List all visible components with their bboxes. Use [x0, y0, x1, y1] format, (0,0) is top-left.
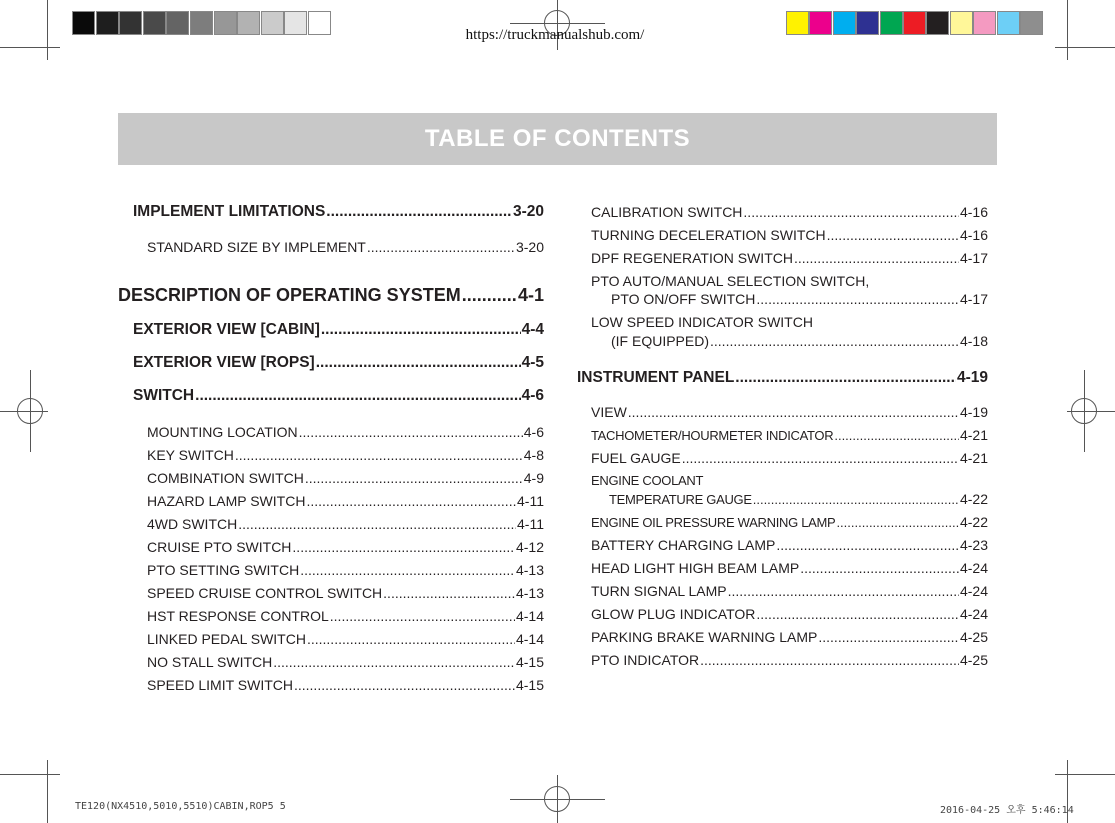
toc-entry-implement-limitations[interactable]	[133, 203, 544, 221]
leader-dots	[273, 654, 515, 670]
leader-dots	[307, 631, 515, 647]
toc-entry-page: 4-17	[959, 250, 988, 266]
toc-entry-page: 4-8	[523, 447, 544, 463]
toc-entry-exterior-rops[interactable]	[133, 354, 544, 372]
toc-entry-title: EXTERIOR VIEW [CABIN]	[133, 321, 320, 338]
leader-dots	[756, 291, 959, 307]
toc-entry-title: HEAD LIGHT HIGH BEAM LAMP	[591, 560, 800, 576]
crop-mark	[1067, 411, 1115, 412]
crop-mark	[0, 411, 48, 412]
leader-dots	[735, 369, 956, 387]
leader-dots	[238, 516, 516, 532]
gray-swatch	[308, 11, 331, 35]
crop-mark	[0, 774, 60, 775]
toc-entry[interactable]	[147, 631, 544, 647]
toc-entry-title: HST RESPONSE CONTROL	[147, 608, 329, 624]
leader-dots	[836, 515, 959, 530]
toc-entry-page: 4-24	[959, 583, 988, 599]
toc-entry[interactable]	[591, 583, 988, 599]
toc-entry-title: PTO SETTING SWITCH	[147, 562, 300, 578]
gray-swatch	[166, 11, 189, 35]
toc-entry-page: 4-5	[521, 354, 544, 371]
leader-dots	[628, 404, 959, 420]
toc-entry-page: 4-19	[956, 369, 988, 386]
toc-entry-page: 4-1	[517, 285, 544, 305]
leader-dots	[330, 608, 515, 624]
leader-dots	[462, 285, 517, 306]
toc-entry-page: 4-23	[959, 537, 988, 553]
leader-dots	[710, 333, 959, 349]
color-swatch	[950, 11, 973, 35]
source-url: https://truckmanualshub.com/	[465, 27, 645, 43]
leader-dots	[294, 677, 515, 693]
color-swatch	[856, 11, 879, 35]
toc-entry-title: HAZARD LAMP SWITCH	[147, 493, 306, 509]
gray-swatch	[214, 11, 237, 35]
gray-swatch	[72, 11, 95, 35]
crop-mark	[1067, 0, 1068, 60]
toc-entry-title: INSTRUMENT PANEL	[577, 369, 735, 386]
toc-entry-page: 4-13	[515, 562, 544, 578]
toc-entry-page: 4-14	[515, 608, 544, 624]
leader-dots	[321, 321, 521, 339]
toc-entry[interactable]	[147, 424, 544, 440]
leader-dots	[834, 428, 959, 443]
toc-entry-title: KEY SWITCH	[147, 447, 234, 463]
print-footer-left: TE120(NX4510,5010,5510)CABIN,ROP5 5	[75, 801, 286, 812]
toc-entry-page: 4-13	[515, 585, 544, 601]
toc-entry-page: 4-12	[515, 539, 544, 555]
toc-entry-oil-pressure[interactable]	[591, 514, 988, 530]
toc-entry-fuel-gauge[interactable]	[591, 450, 988, 466]
toc-entry-calibration-switch[interactable]	[591, 204, 988, 220]
toc-entry[interactable]	[147, 585, 544, 601]
toc-entry[interactable]	[147, 608, 544, 624]
toc-entry-title: (IF EQUIPPED)	[611, 333, 710, 349]
toc-entry-title: GLOW PLUG INDICATOR	[591, 606, 756, 622]
leader-dots	[756, 606, 959, 622]
toc-entry-title: CALIBRATION SWITCH	[591, 204, 743, 220]
toc-entry[interactable]	[147, 677, 544, 693]
toc-entry-page: 4-16	[959, 204, 988, 220]
toc-entry-page: 4-11	[517, 493, 544, 509]
toc-entry-coolant-temperature[interactable]	[609, 491, 988, 507]
leader-dots	[292, 539, 515, 555]
toc-entry-title: FUEL GAUGE	[591, 450, 681, 466]
toc-entry-title: SPEED LIMIT SWITCH	[147, 677, 293, 693]
toc-entry-page: 4-24	[959, 606, 988, 622]
toc-entry-page: 4-25	[959, 652, 988, 668]
toc-entry-tachometer[interactable]	[591, 427, 988, 443]
toc-entry-page: 4-25	[959, 629, 988, 645]
leader-dots	[383, 585, 515, 601]
toc-entry-turning-deceleration[interactable]	[591, 227, 988, 243]
toc-entry-title: COMBINATION SWITCH	[147, 470, 304, 486]
leader-dots	[728, 583, 959, 599]
toc-entry[interactable]	[591, 537, 988, 553]
toc-entry-page: 4-22	[959, 514, 988, 530]
toc-entry[interactable]	[591, 652, 988, 668]
toc-entry-page: 4-15	[515, 677, 544, 693]
toc-entry-title: STANDARD SIZE BY IMPLEMENT	[147, 239, 366, 255]
gray-swatch	[284, 11, 307, 35]
toc-entry-title: IMPLEMENT LIMITATIONS	[133, 203, 326, 220]
toc-entry-standard-size[interactable]	[147, 239, 544, 255]
color-swatch	[833, 11, 856, 35]
color-swatch	[903, 11, 926, 35]
toc-entry-title: ENGINE OIL PRESSURE WARNING LAMP	[591, 515, 836, 530]
toc-entry-low-speed-line1: LOW SPEED INDICATOR SWITCH	[591, 314, 813, 330]
crop-mark	[1055, 774, 1115, 775]
toc-entry-title: 4WD SWITCH	[147, 516, 238, 532]
leader-dots	[195, 387, 520, 405]
toc-entry-page: 4-6	[521, 387, 544, 404]
gray-swatch	[119, 11, 142, 35]
toc-entry-page: 4-4	[521, 321, 544, 338]
color-swatch	[880, 11, 903, 35]
color-swatch	[997, 11, 1020, 35]
leader-dots	[800, 560, 959, 576]
toc-chapter-operating-system[interactable]	[118, 285, 544, 306]
toc-entry-title: EXTERIOR VIEW [ROPS]	[133, 354, 315, 371]
toc-entry-page: 4-6	[523, 424, 544, 440]
toc-entry[interactable]	[147, 654, 544, 670]
toc-entry-page: 4-11	[517, 516, 544, 532]
toc-entry[interactable]	[591, 606, 988, 622]
color-swatch	[926, 11, 949, 35]
toc-entry[interactable]	[147, 470, 544, 486]
toc-entry-title: TACHOMETER/HOURMETER INDICATOR	[591, 428, 834, 443]
leader-dots	[794, 250, 959, 266]
toc-entry-page: 4-14	[515, 631, 544, 647]
toc-entry-title: DESCRIPTION OF OPERATING SYSTEM	[118, 285, 461, 305]
crop-mark	[0, 47, 60, 48]
toc-entry-page: 4-24	[959, 560, 988, 576]
leader-dots	[305, 470, 523, 486]
toc-entry-page: 4-22	[959, 491, 988, 507]
color-swatch	[809, 11, 832, 35]
crop-mark	[510, 799, 605, 800]
toc-entry-dpf-regeneration[interactable]	[591, 250, 988, 266]
leader-dots	[235, 447, 523, 463]
toc-entry[interactable]	[147, 539, 544, 555]
crop-mark	[510, 23, 605, 24]
toc-entry-title: DPF REGENERATION SWITCH	[591, 250, 793, 266]
leader-dots	[367, 239, 515, 255]
toc-entry-page: 4-9	[523, 470, 544, 486]
toc-entry-page: 4-19	[959, 404, 988, 420]
crop-mark	[1055, 47, 1115, 48]
leader-dots	[682, 450, 959, 466]
toc-entry-title: VIEW	[591, 404, 627, 420]
toc-entry-exterior-cabin[interactable]	[133, 321, 544, 339]
gray-swatch	[96, 11, 119, 35]
leader-dots	[743, 204, 959, 220]
leader-dots	[753, 492, 959, 507]
gray-swatch	[237, 11, 260, 35]
leader-dots	[306, 493, 516, 509]
toc-entry-title: SWITCH	[133, 387, 195, 404]
color-swatch	[1020, 11, 1043, 35]
toc-entry-pto-auto-line1: PTO AUTO/MANUAL SELECTION SWITCH,	[591, 273, 870, 289]
toc-entry-page: 4-21	[959, 427, 988, 443]
crop-mark	[47, 760, 48, 823]
toc-entry-title: BATTERY CHARGING LAMP	[591, 537, 776, 553]
toc-entry-title: CRUISE PTO SWITCH	[147, 539, 292, 555]
toc-entry-page: 4-18	[959, 333, 988, 349]
leader-dots	[700, 652, 959, 668]
gray-swatch	[261, 11, 284, 35]
color-swatch	[973, 11, 996, 35]
toc-entry-title: TURN SIGNAL LAMP	[591, 583, 727, 599]
toc-entry-page: 4-15	[515, 654, 544, 670]
toc-entry-title: NO STALL SWITCH	[147, 654, 273, 670]
crop-mark	[47, 0, 48, 60]
toc-entry-title: LINKED PEDAL SWITCH	[147, 631, 306, 647]
toc-entry-title: PTO INDICATOR	[591, 652, 700, 668]
leader-dots	[316, 354, 521, 372]
toc-entry[interactable]	[591, 560, 988, 576]
toc-entry[interactable]	[147, 562, 544, 578]
toc-entry-title: MOUNTING LOCATION	[147, 424, 298, 440]
toc-entry-page: 4-21	[959, 450, 988, 466]
toc-entry-coolant-line1: ENGINE COOLANT	[591, 473, 704, 488]
toc-entry-page: 3-20	[515, 239, 544, 255]
toc-entry-page: 3-20	[512, 203, 544, 220]
toc-entry-instrument-panel[interactable]	[577, 369, 988, 387]
leader-dots	[818, 629, 959, 645]
print-footer-right: 2016-04-25 오후 5:46:14	[940, 805, 1074, 816]
toc-entry-title: TEMPERATURE GAUGE	[609, 492, 752, 507]
toc-entry-page: 4-17	[959, 291, 988, 307]
leader-dots	[827, 227, 959, 243]
toc-entry-view[interactable]	[591, 404, 988, 420]
toc-entry[interactable]	[591, 629, 988, 645]
gray-swatch	[143, 11, 166, 35]
title-banner	[118, 113, 997, 165]
toc-entry-title: TURNING DECELERATION SWITCH	[591, 227, 826, 243]
leader-dots	[300, 562, 515, 578]
toc-entry-pto-onoff[interactable]	[611, 291, 988, 307]
toc-entry-title: PTO ON/OFF SWITCH	[611, 291, 756, 307]
toc-entry[interactable]	[147, 493, 544, 509]
toc-entry-switch[interactable]	[133, 387, 544, 405]
color-swatch	[786, 11, 809, 35]
gray-swatch	[190, 11, 213, 35]
leader-dots	[326, 203, 512, 221]
toc-entry-title: SPEED CRUISE CONTROL SWITCH	[147, 585, 383, 601]
toc-entry-page: 4-16	[959, 227, 988, 243]
leader-dots	[299, 424, 523, 440]
toc-entry-title: PARKING BRAKE WARNING LAMP	[591, 629, 818, 645]
toc-entry[interactable]	[147, 447, 544, 463]
leader-dots	[776, 537, 959, 553]
toc-entry[interactable]	[147, 516, 544, 532]
toc-entry-if-equipped[interactable]	[611, 333, 988, 349]
page-title: TABLE OF CONTENTS	[424, 125, 691, 152]
